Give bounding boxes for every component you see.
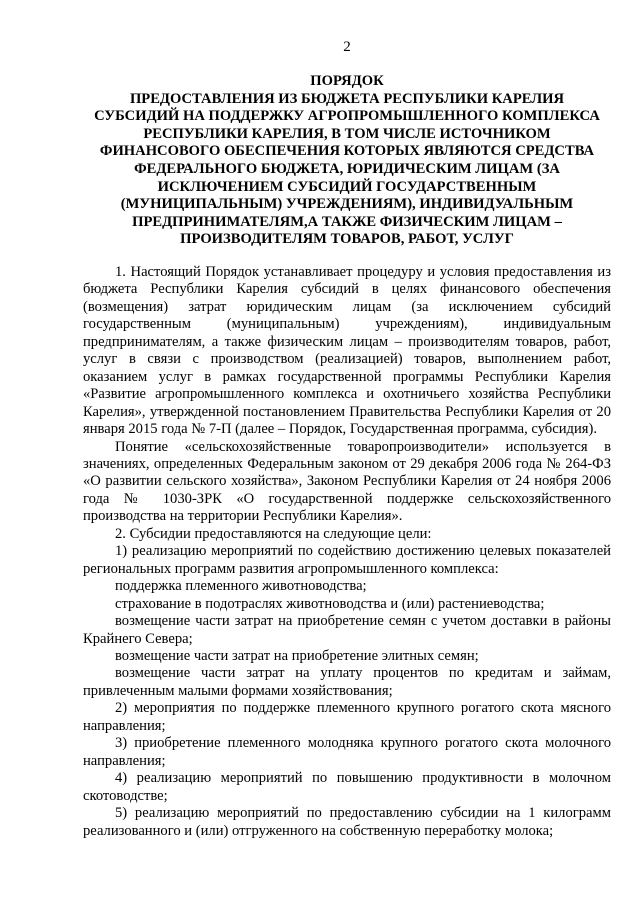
title-line: ФИНАНСОВОГО ОБЕСПЕЧЕНИЯ КОТОРЫХ ЯВЛЯЮТСЯ СРЕДСТВА xyxy=(99,143,595,160)
paragraph: 3) приобретение племенного молодняка крупного рогатого скота молочного направления; xyxy=(83,735,611,769)
paragraph: 2. Субсидии предоставляются на следующие цели: xyxy=(115,525,432,542)
title-line: ИСКЛЮЧЕНИЕМ СУБСИДИЙ ГОСУДАРСТВЕННЫМ xyxy=(157,178,537,195)
paragraph: 5) реализацию мероприятий по предоставлению субсидии на 1 килограмм реализованного и (или) отгруженного на собственную переработку молока; xyxy=(83,805,611,839)
paragraph: страхование в подотраслях животноводства и (или) растениеводства; xyxy=(115,595,545,612)
paragraph: возмещение части затрат на уплату процентов по кредитам и займам, привлеченным малыми формами хозяйствования; xyxy=(83,665,611,699)
paragraph: 1) реализацию мероприятий по содействию достижению целевых показателей региональных программ развития агропромышленного комплекса: xyxy=(83,543,611,577)
title-line: СУБСИДИЙ НА ПОДДЕРЖКУ АГРОПРОМЫШЛЕННОГО КОМПЛЕКСА xyxy=(94,108,600,125)
paragraph: 2) мероприятия по поддержке племенного крупного рогатого скота мясного направления; xyxy=(83,700,611,734)
title-line: ПРОИЗВОДИТЕЛЯМ ТОВАРОВ, РАБОТ, УСЛУГ xyxy=(180,231,514,248)
document-title xyxy=(83,73,611,249)
document-body xyxy=(83,264,611,840)
paragraph: возмещение части затрат на приобретение семян с учетом доставки в районы Крайнего Севера; xyxy=(83,613,611,647)
paragraph: 4) реализацию мероприятий по повышению продуктивности в молочном скотоводстве; xyxy=(83,770,611,804)
title-line: ПРЕДПРИНИМАТЕЛЯМ,А ТАКЖЕ ФИЗИЧЕСКИМ ЛИЦАМ – xyxy=(132,213,562,230)
title-line: ФЕДЕРАЛЬНОГО БЮДЖЕТА, ЮРИДИЧЕСКИМ ЛИЦАМ (ЗА xyxy=(134,160,560,177)
paragraph: Понятие «сельскохозяйственные товаропроизводители» используется в значениях, определенных Федеральным законом от 29 декабря 2006 года № 264-ФЗ «О развитии сельского хозяйства», Законом Республики Карелия от 24 ноября 2006 года № 1030-ЗРК «О государственной поддержке сельскохозяйственного производства на территории Республики Карелия». xyxy=(83,438,611,525)
paragraph: поддержка племенного животноводства; xyxy=(115,578,367,595)
title-line: ПОРЯДОК xyxy=(310,73,384,89)
paragraph: 1. Настоящий Порядок устанавливает процедуру и условия предоставления из бюджета Республики Карелия субсидий в целях финансового обеспечения (возмещения) затрат юридическим лицам (за исключением субсидий государственным (муниципальным) учреждениям), индивидуальным предпринимателям, а также физическим лицам – производителям товаров, работ, услуг в связи с производством (реализацией) товаров, выполнением работ, оказанием услуг в рамках государственной программы Республики Карелия «Развитие агропромышленного комплекса и охотничьего хозяйства Республики Карелия», утвержденной постановлением Правительства Республики Карелия от 20 января 2015 года № 7-П (далее – Порядок, Государственная программа, субсидия). xyxy=(83,264,611,438)
paragraph: возмещение части затрат на приобретение элитных семян; xyxy=(115,647,479,664)
title-line: (МУНИЦИПАЛЬНЫМ) УЧРЕЖДЕНИЯМ), ИНДИВИДУАЛЬНЫМ xyxy=(120,196,574,213)
title-line: РЕСПУБЛИКИ КАРЕЛИЯ, В ТОМ ЧИСЛЕ ИСТОЧНИКОМ xyxy=(143,125,551,142)
title-line: ПРЕДОСТАВЛЕНИЯ ИЗ БЮДЖЕТА РЕСПУБЛИКИ КАРЕЛИЯ xyxy=(129,90,565,107)
page-number: 2 xyxy=(343,39,351,55)
